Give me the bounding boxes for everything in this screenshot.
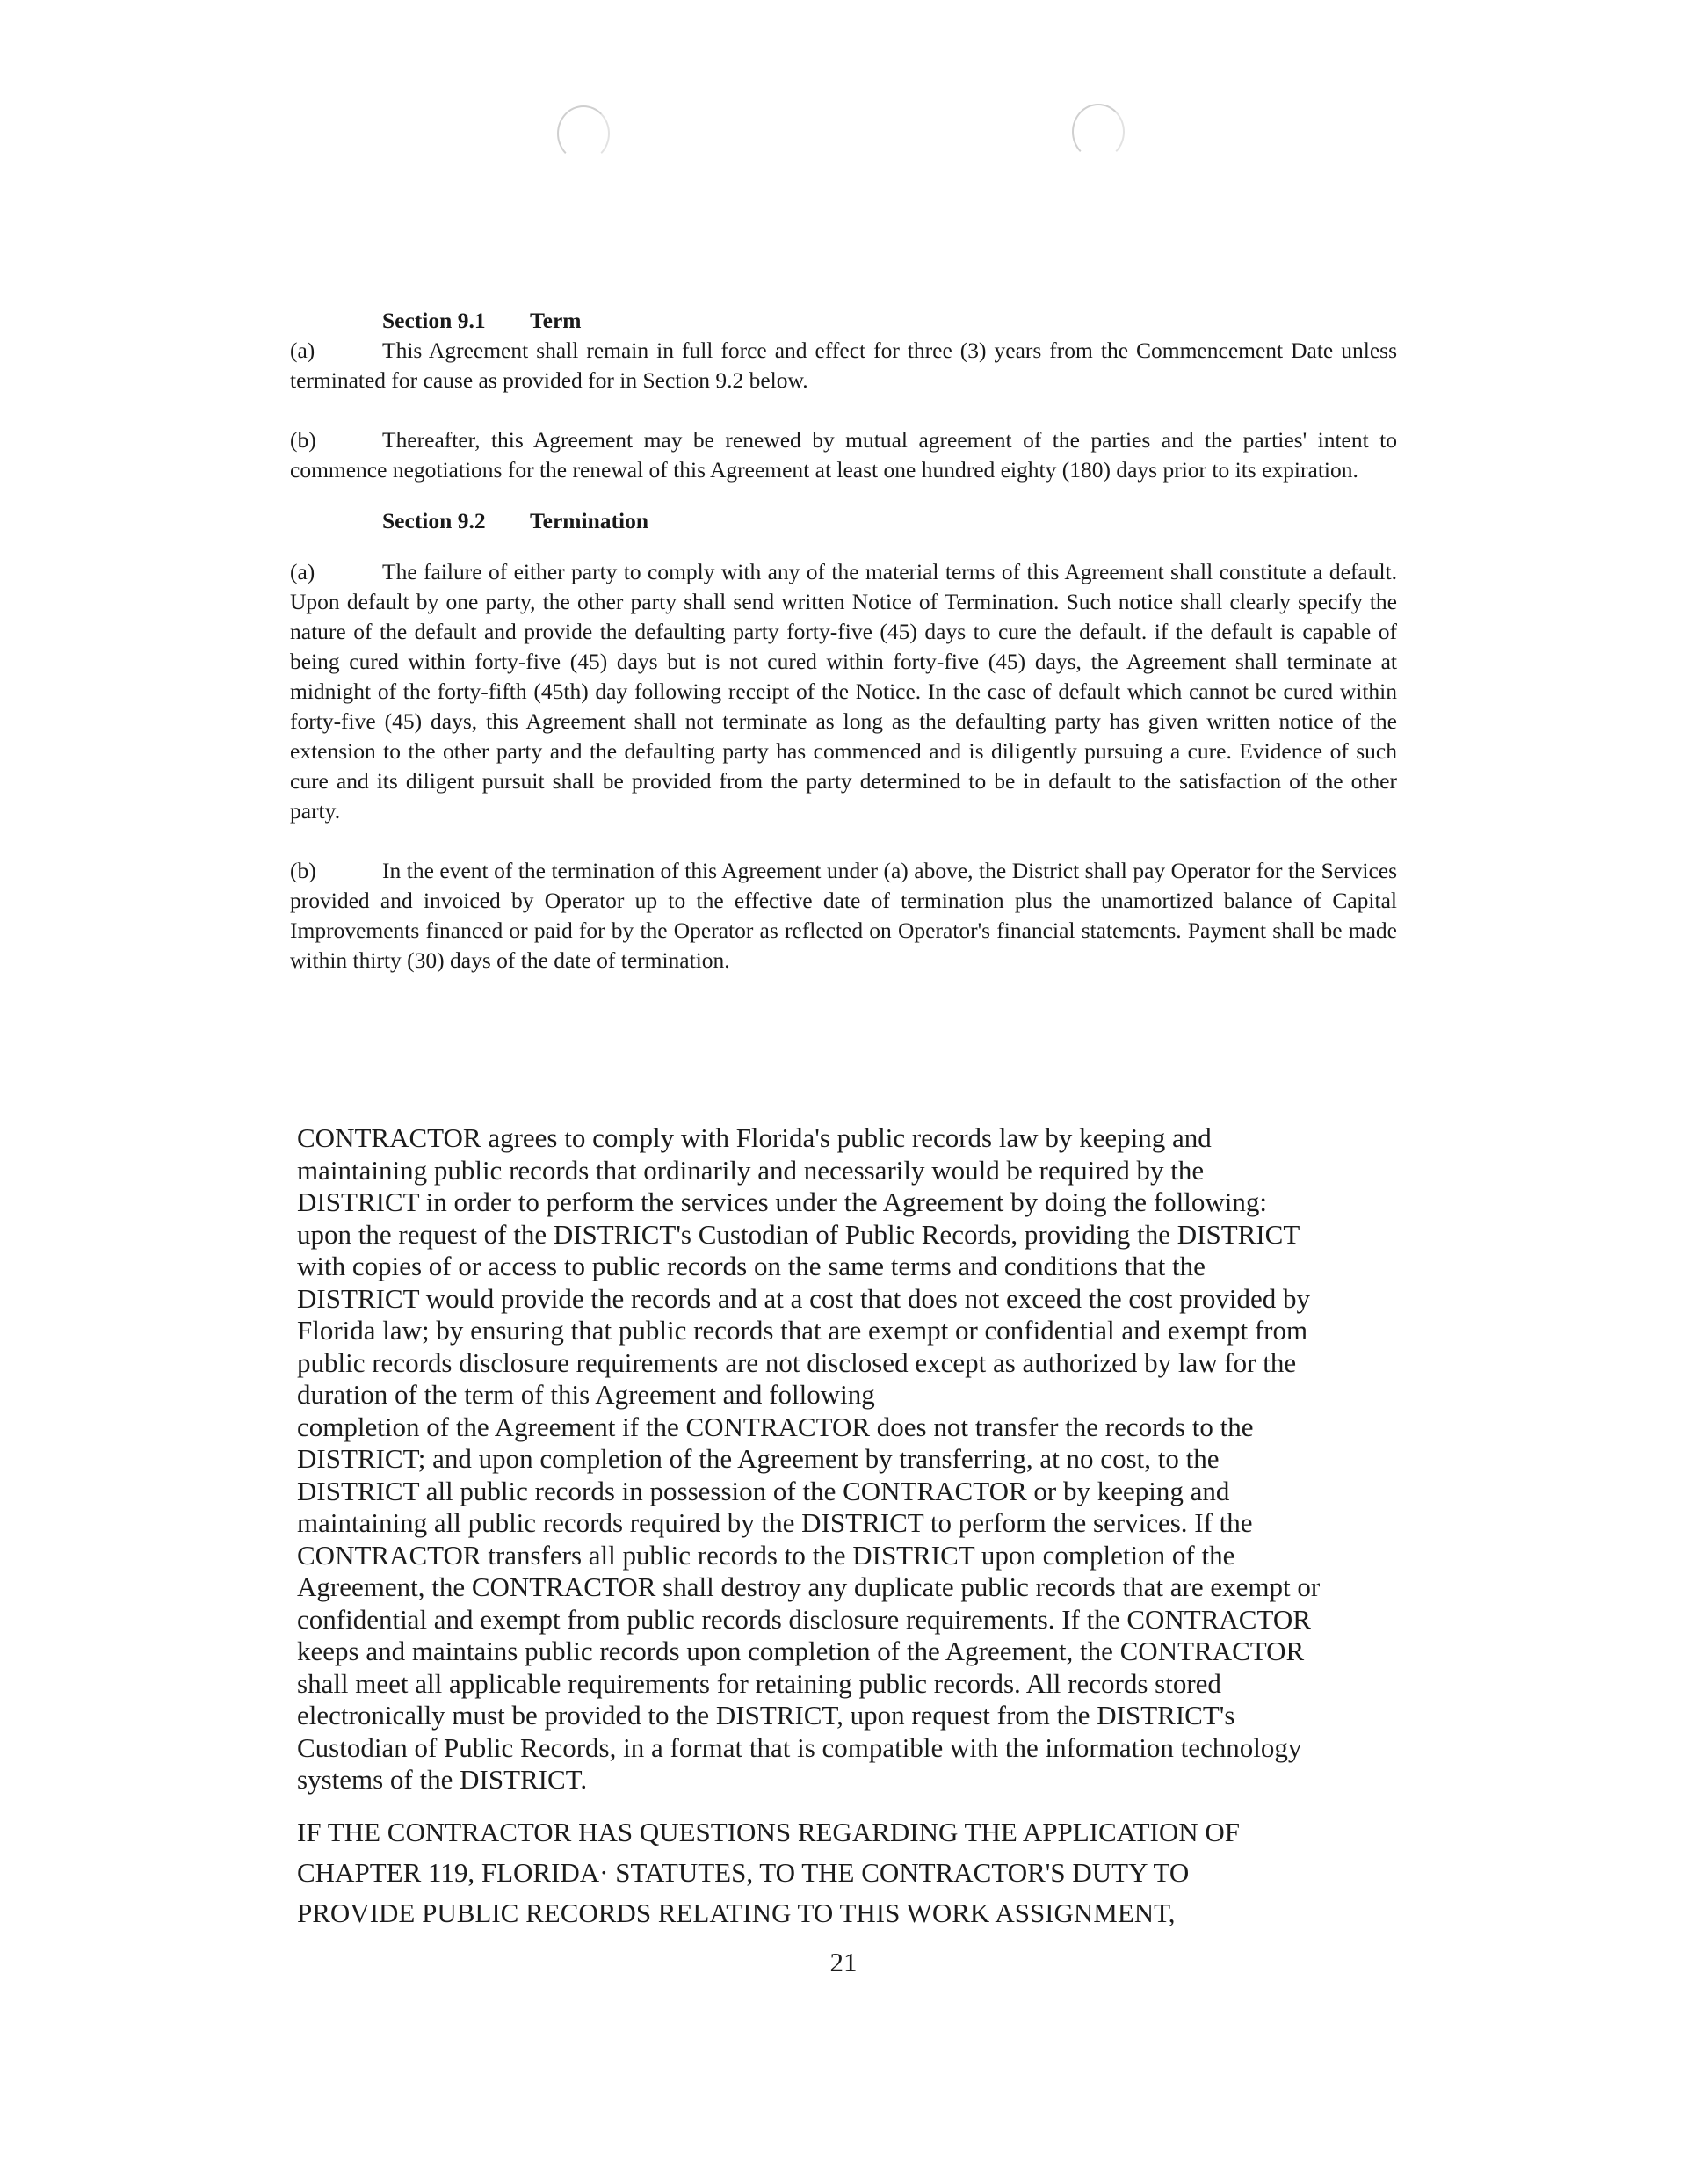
- text-line: CONTRACTOR transfers all public records to the DISTRICT upon completion of the: [297, 1539, 1235, 1571]
- text-line: maintaining all public records required by the DISTRICT to perform the services. If the: [297, 1507, 1253, 1538]
- section-title: Termination: [530, 508, 649, 533]
- text-line: keeps and maintains public records upon completion of the Agreement, the CONTRACTOR: [297, 1636, 1305, 1666]
- section-9-1-heading: [290, 306, 1397, 336]
- agreement-sections: [290, 306, 1397, 976]
- text-line: electronically must be provided to the DISTRICT, upon request from the DISTRICT's: [297, 1700, 1235, 1731]
- para-label: (a): [290, 337, 315, 363]
- section-9-2-para-b: [290, 856, 1397, 976]
- para-label: (a): [290, 559, 315, 584]
- section-number: Section 9.2: [382, 508, 486, 533]
- section-9-2-heading: [290, 506, 1397, 536]
- para-text: This Agreement shall remain in full force and effect for three (3) years from the Commencement Date unless terminated for cause as provided for in Section 9.2 below.: [290, 337, 1397, 393]
- para-label: (b): [290, 427, 316, 453]
- text-line: Florida law; by ensuring that public records that are exempt or confidential and exempt from: [297, 1315, 1308, 1346]
- text-line: PROVIDE PUBLIC RECORDS RELATING TO THIS WORK ASSIGNMENT,: [297, 1897, 1176, 1928]
- text-line: shall meet all applicable requirements for retaining public records. All records stored: [297, 1667, 1221, 1699]
- text-line: Agreement, the CONTRACTOR shall destroy any duplicate public records that are exempt or: [297, 1571, 1321, 1602]
- section-9-2-para-a: [290, 557, 1397, 826]
- text-line: DISTRICT would provide the records and at a cost that does not exceed the cost provided by: [297, 1282, 1311, 1314]
- text-line: maintaining public records that ordinarily and necessarily would be required by the: [297, 1154, 1205, 1186]
- text-line: CONTRACTOR agrees to comply with Florida's public records law by keeping and: [297, 1122, 1212, 1153]
- text-line: with copies of or access to public records on the same terms and conditions that the: [297, 1251, 1206, 1281]
- text-line: IF THE CONTRACTOR HAS QUESTIONS REGARDING THE APPLICATION OF: [297, 1817, 1241, 1847]
- public-records-clause: [297, 1122, 1439, 1796]
- section-number: Section 9.1: [382, 308, 486, 333]
- section-title: Term: [530, 308, 582, 333]
- page-number: 21: [829, 1947, 858, 1977]
- section-9-1-para-a: [290, 336, 1397, 395]
- para-text: Thereafter, this Agreement may be renewed by mutual agreement of the parties and the parties' intent to commence negotiations for the renewal of this Agreement at least one hundred eighty (180) days prior to its expiration.: [290, 427, 1397, 483]
- text-line: upon the request of the DISTRICT's Custodian of Public Records, providing the DISTRICT: [297, 1218, 1300, 1250]
- punch-hole-mark: [1072, 104, 1125, 160]
- text-line: Custodian of Public Records, in a format that is compatible with the information technology: [297, 1731, 1302, 1763]
- para-text: In the event of the termination of this Agreement under (a) above, the District shall pay Operator for the Services provided and invoiced by Operator up to the effective date of termination plus the unamortized balance of Capital Improvements financed or paid for by the Operator as reflected on Operator's financial statements. Payment shall be made within thirty (30) days of the date of termination.: [290, 858, 1397, 973]
- punch-hole-mark: [557, 105, 610, 162]
- text-line: DISTRICT all public records in possession of the CONTRACTOR or by keeping and: [297, 1475, 1230, 1506]
- text-line: duration of the term of this Agreement and following: [297, 1379, 875, 1410]
- text-line: confidential and exempt from public records disclosure requirements. If the CONTRACTOR: [297, 1603, 1311, 1635]
- section-9-1-para-b: [290, 425, 1397, 485]
- para-text: The failure of either party to comply with any of the material terms of this Agreement shall constitute a default. Upon default by one party, the other party shall send written Notice of Termination. Such notice shall clearly specify the nature of the default and provide the defaulting party forty-five (45) days to cure the default. if the default is capable of being cured within forty-five (45) days but is not cured within forty-five (45) days, the Agreement shall terminate at midnight of the forty-fifth (45th) day following receipt of the Notice. In the case of default which cannot be cured within forty-five (45) days, this Agreement shall not terminate as long as the defaulting party has given written notice of the extension to the other party and the defaulting party has commenced and is diligently pursuing a cure. Evidence of such cure and its diligent pursuit shall be provided from the party determined to be in default to the satisfaction of the other party.: [290, 559, 1397, 824]
- text-line: DISTRICT in order to perform the services under the Agreement by doing the following:: [297, 1186, 1267, 1217]
- text-line: CHAPTER 119, FLORIDA· STATUTES, TO THE CONTRACTOR'S DUTY TO: [297, 1857, 1190, 1888]
- contractor-notice-caps: [297, 1812, 1439, 1934]
- text-line: completion of the Agreement if the CONTRACTOR does not transfer the records to the: [297, 1411, 1254, 1442]
- text-line: systems of the DISTRICT.: [297, 1764, 588, 1795]
- text-line: DISTRICT; and upon completion of the Agreement by transferring, at no cost, to the: [297, 1443, 1220, 1474]
- text-line: public records disclosure requirements are not disclosed except as authorized by law for the: [297, 1346, 1297, 1378]
- para-label: (b): [290, 858, 316, 883]
